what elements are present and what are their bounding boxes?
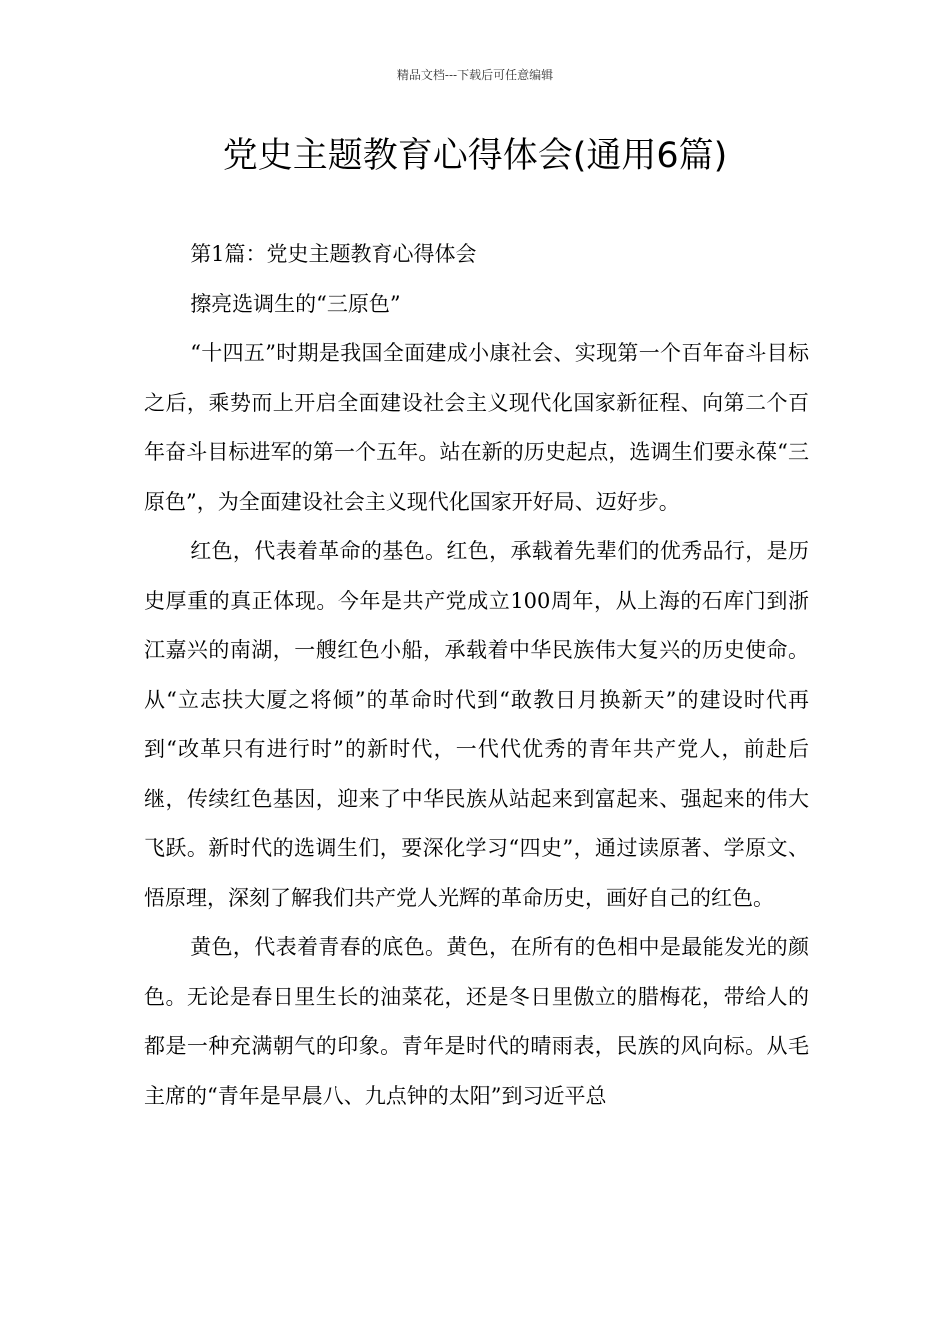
subheading: 擦亮选调生的“三原色” [190, 291, 401, 316]
section-heading: 第1篇：党史主题教育心得体会 [190, 242, 477, 266]
paragraph: 黄色，代表着青春的底色。黄色，在所有的色相中是最能发光的颜色。无论是春日里生长的油菜花，还是冬日里傲立的腊梅花，带给人的都是一种充满朝气的印象。青年是时代的晴雨表，民族的风向标。从毛主席的“青年是早晨八、九点钟的太阳”到习近平总 [144, 935, 809, 1108]
header-note: 精品文档---下载后可任意编辑 [396, 68, 554, 82]
document-body [144, 230, 809, 1121]
paragraph: 红色，代表着革命的基色。红色，承载着先辈们的优秀品行，是历史厚重的真正体现。今年是共产党成立100周年，从上海的石库门到浙江嘉兴的南湖，一艘红色小船，承载着中华民族伟大复兴的历史使命。从“立志扶大厦之将倾”的革命时代到“敢教日月换新天”的建设时代再到“改革只有进行时”的新时代，一代代优秀的青年共产党人，前赴后继，传续红色基因，迎来了中华民族从站起来到富起来、强起来的伟大飞跃。新时代的选调生们，要深化学习“四史”，通过读原著、学原文、悟原理，深刻了解我们共产党人光辉的革命历史，画好自己的红色。 [144, 539, 809, 910]
paragraph: “十四五”时期是我国全面建成小康社会、实现第一个百年奋斗目标之后，乘势而上开启全面建设社会主义现代化国家新征程、向第二个百年奋斗目标进军的第一个五年。站在新的历史起点，选调生们要永葆“三原色”，为全面建设社会主义现代化国家开好局、迈好步。 [144, 341, 809, 514]
document-title: 党史主题教育心得体会(通用6篇) [222, 136, 728, 176]
